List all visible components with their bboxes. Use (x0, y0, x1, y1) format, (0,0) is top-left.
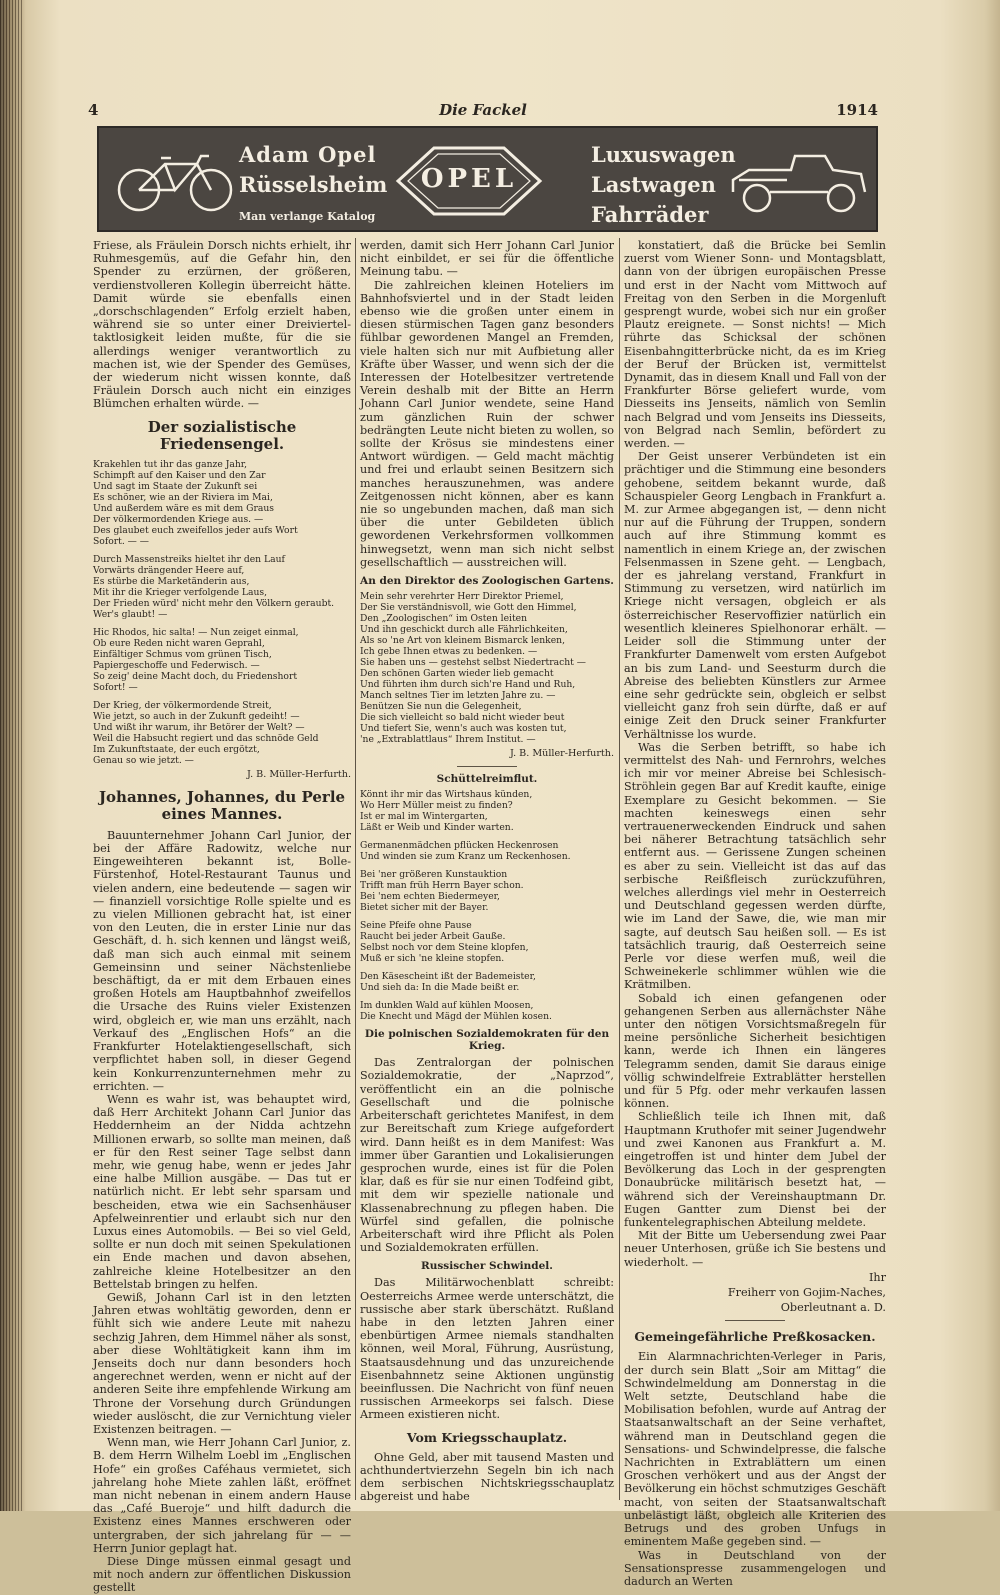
stanza-gap (360, 964, 614, 971)
ad-luxuswagen: Luxuswagen (591, 142, 736, 167)
poem-line: Es stürbe die Marketänderin aus, (93, 575, 250, 587)
column-rule (355, 238, 356, 1500)
poem-line: Sofort! — (93, 681, 138, 693)
poem-line: Und sieh da: In die Made beißt er. (360, 982, 520, 994)
poem-line: Im Zukunftstaate, der euch ergötzt, (93, 743, 260, 755)
stanza-gap (360, 993, 614, 1000)
article-title: Gemeingefährliche Preßkosacken. (634, 1329, 876, 1345)
stanza-gap (93, 620, 351, 627)
paragraph: Freiherr von Gojim-Naches, (727, 1286, 886, 1300)
ad-brand: Adam Opel (239, 142, 377, 167)
poem-line: Der Frieden würd' nicht mehr den Völkern geraubt. (93, 597, 335, 609)
poem-line: Germanenmädchen pflücken Heckenrosen (360, 840, 559, 852)
article-body (624, 1350, 886, 1588)
poem-line: So zeig' deine Macht doch, du Friedenshort (93, 670, 298, 682)
poem-title: Der sozialistische Friedensengel. (147, 417, 297, 453)
poem-line: Der völkermordenden Kriege aus. — (93, 513, 264, 525)
stanza-gap (93, 547, 351, 554)
poem-line: Es schöner, wie an der Riviera im Mai, (93, 491, 273, 503)
paragraph: Das Zentralorgan der polnischen Sozialdemokratie, der „Naprzod“, veröffentlicht ein an die polnische Gesellschaft und die polnische Arbeiterschaft gerichtetes Manifest, in dem zur Bereitschaft zum Kriege aufgefordert wird. Dann heißt es in dem Manifest: Was immer über Garantien und Lokalisierungen gesprochen wurde, eines ist für die Polen klar, daß es für sie nur einen Todfeind gibt, mit dem wir spezielle nationale und Klassenabrechnung zu pflegen haben. Die Würfel sind gefallen, die polnische Arbeiterschaft wird ihre Pflicht als Polen und Sozialdemokraten erfüllen. (360, 1056, 614, 1255)
page-number: 4 (88, 101, 99, 119)
poem-line: Weil die Habsucht regiert und das schnöde Geld (93, 732, 319, 744)
poem-line: Benützen Sie nun die Gelegenheit, (360, 701, 522, 713)
stanza-gap (360, 862, 614, 869)
letter-body (624, 239, 886, 1269)
poem-line: Mit ihr die Krieger verfolgende Laus, (93, 586, 268, 598)
poem-line: Der Sie verständnisvoll, wie Gott den Himmel, (360, 602, 577, 614)
year: 1914 (836, 101, 878, 119)
poem-line: Und winden sie zum Kranz um Reckenhosen. (360, 851, 571, 863)
poem-line: Hic Rhodos, hic salta! — Nun zeiget einmal, (93, 626, 299, 638)
poem-line: Schimpft auf den Kaiser und den Zar (93, 469, 266, 481)
paragraph: Der Geist unserer Verbündeten ist ein prächtiger und die Stimmung eine besonders gehobene, seitdem bekannt wurde, daß Schauspieler Georg Lengbach in Frankfurt a. M. zur Armee abgegangen ist, — denn nicht nur auf die Führung der Truppen, sondern auch auf ihre Stimmung kommt es namentlich in einem Kriege an, der zwischen Felsenmassen in Szene geht. — Lengbach, der es jahrelang verstand, Frankfurt in Stimmung zu versetzen, wird natürlich im Kriege nicht versagen, obgleich er als österreichischer Reservoffizier natürlich ein wesentlich kleineres Spielhonorar erhält. — Leider soll die Stimmung unter der Frankfurter Damenwelt vom ersten Aufgebot an bis zum Land- und Seesturm durch die Abreise des beliebten Künstlers zur Armee eine sehr gedrückte sein, obgleich er selbst vielleicht ganz froh sein dürfte, daß er auf einige Zeit den Druck seiner Frankfurter Verhältnisse los wurde. (624, 450, 886, 741)
poem (360, 789, 614, 1022)
paragraph: Mit der Bitte um Uebersendung zwei Paar neuer Unterhosen, grüße ich Sie bestens und wiederholt. — (624, 1229, 886, 1269)
poem-line: Raucht bei jeder Arbeit Gauße. (360, 931, 506, 943)
poem-line: Wo Herr Müller meist zu finden? (360, 800, 513, 812)
article-title: Vom Kriegsschauplatz. (406, 1429, 568, 1445)
paragraph: Was in Deutschland von der Sensationspresse zusammengelogen und dadurch an Werten (624, 1548, 886, 1588)
paragraph: Schließlich teile ich Ihnen mit, daß Hauptmann Kruthofer mit seiner Jugendwehr und zwei Kanonen aus Frankfurt a. M. eingetroffen ist und hinter dem Jubel der Bevölkerung das Loch in der gesprengten Donaubrücke militärisch besetzt hat, — während sich der Vereinshauptmann Dr. Eugen Gantter zum Dienst bei der funkentelegraphischen Abteilung meldete. (624, 1110, 886, 1230)
poem-line: Vorwärts drängender Heere auf, (93, 564, 245, 576)
article-title: Johannes, Johannes, du Perle eines Mannes. (98, 787, 346, 823)
page-header (88, 101, 878, 121)
poem-title: Schüttelreimflut. (436, 773, 538, 786)
poem-line: Bei 'nem echten Biedermeyer, (360, 891, 500, 903)
poem-line: Trifft man früh Herrn Bayer schon. (360, 880, 524, 892)
poem-line: Seine Pfeife ohne Pause (360, 920, 472, 932)
paragraph: Sobald ich einen gefangenen oder gehangenen Serben aus allernächster Nähe unter den nötigen Vorsichtsmaßregeln für meine persönliche Sicherheit besichtigen kann, werde ich Ihnen ein längeres Telegramm senden, damit Sie daraus einige völlig schwindelfreie Extrablätter herstellen und für 5 Pfg. oder mehr verkaufen lassen können. (624, 991, 886, 1111)
paragraph: Ihr (869, 1270, 886, 1284)
book-binding (0, 0, 22, 1511)
poem-line: Ob eure Reden nicht waren Geprahl, (93, 637, 265, 649)
stanza-gap (93, 693, 351, 700)
paragraph: konstatiert, daß die Brücke bei Semlin zuerst vom Wiener Sonn- und Montagsblatt, dann von der übrigen europäischen Presse und erst in der Nacht vom Mittwoch auf Freitag von den Serben in die Morgenluft gesprengt wurde, wobei sich nur ein großer Plautz ereignete. — Sonst nichts! — Mich rührte das Schicksal der schönen Eisenbahngitterbrücke nicht, da es im Krieg der Beruf der Brücken ist, vermittelst Dynamit, das in diesem Knall und Fall von der Frankfurter Börse geliefert wurde, vom Diesseits ins Jenseits, nämlich von Semlin nach Belgrad und vom Jenseits ins Diesseits, von Belgrad nach Semlin, befördert zu werden. — (624, 239, 886, 451)
poem-line: Ich gebe Ihnen etwas zu bedenken. — (360, 646, 538, 658)
poem-line: Wie jetzt, so auch in der Zukunft gedeiht! — (93, 710, 300, 722)
poem-line: Sofort. — — (93, 535, 149, 547)
poem (360, 591, 614, 745)
column-1 (93, 239, 351, 1595)
paragraph: Wenn es wahr ist, was behauptet wird, daß Herr Architekt Johann Carl Junior das Heddernheim an der Nidda achtzehn Millionen erwarb, so sollte man meinen, daß er für den Rest seiner Tage selbst dann mehr, wie genug habe, wenn er jedes Jahr eine halbe Million ausgäbe. — Das tut er natürlich nicht. Er lebt sehr sparsam und bescheiden, etwa wie ein Sachsenhäuser Apfelweinrentier und erlaubt sich nur den Luxus eines Automobils. — Bei so viel Geld, sollte er nun doch mit seinen Spekulationen ein Ende machen und davon absehen, zahlreiche kleine Hotelbesitzer an den Bettelstab bringen zu helfen. (93, 1092, 351, 1291)
article-title: Russischer Schwindel. (421, 1260, 553, 1273)
poem-line: Als so 'ne Art von kleinem Bismarck lenken, (360, 635, 565, 647)
poem-line: Muß er sich 'ne kleine stopfen. (360, 953, 505, 965)
column-3 (624, 239, 886, 1588)
poem-line: Papiergeschoffe und Federwisch. — (93, 659, 260, 671)
poem (93, 459, 351, 766)
poem-line: Bei 'ner größeren Kunstauktion (360, 869, 508, 881)
poem-line: Selbst noch vor dem Steine klopfen, (360, 942, 529, 954)
poem-line: Und tiefert Sie, wenn's auch was kosten tut, (360, 723, 567, 735)
paragraph: Ein Alarmnachrichten-Verleger in Paris, der durch sein Blatt „Soir am Mittag“ die Schwindelmeldung am Donnerstag in die Welt setzte, Deutschland habe die Mobilisation befohlen, wurde auf Antrag der Staatsanwaltschaft an der Seine verhaftet, während man in Deutschland gegen die Sensations- und Schwindelpresse, die falsche Nachrichten in Extrablättern um einen Groschen verhökert und aus der Angst der Bevölkerung ein höchst schmutziges Geschäft macht, von seiten der Staatsanwaltschaft unbelästigt läßt, obgleich alle Kriterien des Betrugs und des groben Unfugs in eminentem Maße gegeben sind. — (624, 1350, 886, 1549)
paragraph: werden, damit sich Herr Johann Carl Junior nicht einbildet, er sei für die öffentliche Meinung tabu. — (360, 239, 614, 279)
poem-line: Sie haben uns — gestehst selbst Niedertracht — (360, 657, 586, 669)
poem-title: An den Direktor des Zoologischen Gartens. (360, 575, 614, 588)
opel-advertisement (97, 126, 878, 232)
automobile-icon (729, 148, 869, 214)
poem-line: Bietet sicher mit der Bayer. (360, 902, 489, 914)
stanza-gap (360, 833, 614, 840)
poem-line: Krakehlen tut ihr das ganze Jahr, (93, 458, 248, 470)
poem-line: Läßt er Weib und Kinder warten. (360, 822, 514, 834)
divider (457, 766, 517, 767)
paragraph: Was die Serben betrifft, so habe ich vermittelst des Nah- und Fernrohrs, welches ich mir vor meiner Abreise bei Schlesisch-Ströhlein gegen Bar auf Kredit kaufte, einige Exemplare zu Gesicht bekommen. — Sie machten keineswegs einen sehr vertrauenerweckenden Eindruck und sahen bei näherer Betrachtung tatsächlich sehr entfernt aus. — Gerissene Zungen scheinen es aber zu sein. Vielleicht ist das auf das serbische Reißfleisch zurückzuführen, welches allerdings viel mehr in Oesterreich und Deutschland gegessen werden dürfte, wie im Land der Sawe, die, wie man mir sagte, auf deutsch Sau heißen soll. — Es ist tatsächlich traurig, daß Oesterreich seine Perle vor diese werfen muß, weil die Schweinekerle schlimmer wühlen wie die Krätmilben. (624, 740, 886, 992)
poem-line: Den schönen Garten wieder lieb gemacht (360, 668, 554, 680)
poem-line: Des glaubet euch zweifellos jeder aufs Wort (93, 524, 298, 536)
poem-line: Und führten ihm durch sich're Hand und Ruh, (360, 679, 576, 691)
divider (725, 1320, 785, 1321)
poem-line: 'ne „Extrablattlaus“ Ihrem Institut. — (360, 734, 536, 746)
poem-line: Im dunklen Wald auf kühlen Moosen, (360, 1000, 534, 1012)
poem-signature: J. B. Müller-Herfurth. (509, 748, 614, 760)
paragraph: Die zahlreichen kleinen Hoteliers im Bahnhofsviertel und in der Stadt leiden ebenso wie die großen unter einem in diesen stürmischen Tagen ganz besonders fühlbar gewordenen Mangel an Fremden, viele halten sich nur mit Aufbietung aller Kräfte über Wasser, und wenn sich der die Interessen der Hotelbesitzer vertretende Verein deshalb mit der Bitte an Herrn Johann Carl Junior wendete, seine Hand zum gänzlichen Ruin der schwer bedrängten Leute nicht bieten zu wollen, so sollte der Krösus sie mindestens einer Antwort würdigen. — Geld macht mächtig und frei und erlaubt seinen Besitzern sich manches herauszunehmen, was andere Zeitgenossen nicht können, aber es kann nie so ungebunden machen, daß man sich über die unter Gebildeten üblich gewordenen Verkehrsformen vollkommen hinwegsetzt, wenn man sich nicht selbst gesellschaftlich — ausstreichen will. (360, 278, 614, 569)
poem-line: Den „Zoologischen“ im Osten leiten (360, 613, 528, 625)
column-2 (360, 239, 614, 1503)
paragraph: Friese, als Fräulein Dorsch nichts erhielt, ihr Ruhmesgemüs, auf die Gefahr hin, den Spender zu erzürnen, der größeren, verdienstvolleren Kollegin überreicht hätte. Damit würde sie ebenfalls einen „dorschschlagenden“ Erfolg erzielt haben, während sie so unter einer Dreiviertel-taktlosigkeit leiden mußte, für die sie allerdings weniger verantwortlich zu machen ist, wie der Spender des Gemüses, der wiederum nicht wissen konnte, daß Fräulein Dorsch auch nicht ein einziges Blümchen erhalten würde. — (93, 239, 351, 411)
ad-town: Rüsselsheim (239, 172, 388, 197)
poem-line: Und sagt im Staate der Zukunft sei (93, 480, 258, 492)
ad-fahrraeder: Fahrräder (591, 202, 709, 227)
poem-line: Einfältiger Schmus vom grünen Tisch, (93, 648, 272, 660)
article-title: Die polnischen Sozialdemokraten für den Krieg. (364, 1028, 610, 1053)
column-rule (619, 238, 620, 1500)
poem-line: Manch seltnes Tier im letzten Jahre zu. — (360, 690, 556, 702)
poem-line: Die Knecht und Mägd der Mühlen kosen. (360, 1011, 552, 1023)
bicycle-icon (115, 152, 235, 214)
poem-line: Durch Massenstreiks hieltet ihr den Lauf (93, 553, 285, 565)
article-body (93, 829, 351, 1595)
poem-line: Die sich vielleicht so bald nicht wieder beut (360, 712, 565, 724)
ad-lastwagen: Lastwagen (591, 172, 716, 197)
poem-line: Den Käsescheint ißt der Bademeister, (360, 971, 536, 983)
poem-line: Wer's glaubt! — (93, 608, 168, 620)
poem-line: Und außerdem wäre es mit dem Graus (93, 502, 274, 514)
poem-line: Und ihn geschickt durch alle Fährlichkeiten, (360, 624, 568, 636)
masthead-title: Die Fackel (439, 101, 527, 119)
poem-line: Der Krieg, der völkermordende Streit, (93, 699, 272, 711)
poem-line: Ist er mal im Wintergarten, (360, 811, 488, 823)
ad-catalog-note: Man verlange Katalog (239, 210, 376, 223)
poem-line: Genau so wie jetzt. — (93, 754, 194, 766)
paragraph: Gewiß, Johann Carl ist in den letzten Jahren etwas wohltätig geworden, denn er fühlt sich wie andere Leute mit nahezu sechzig Jahren, dem Himmel näher als sonst, aber diese Wohltätigkeit kann ihm im Jenseits doch nur dann besonders hoch angerechnet werden, wenn er nicht auf der anderen Seite ihre empfehlende Wirkung am Throne der Vorsehung durch Gründungen wieder auslöscht, die zur Vernichtung vieler Existenzen beitragen. — (93, 1290, 351, 1436)
paragraph: Wenn man, wie Herr Johann Carl Junior, z. B. dem Herrn Wilhelm Loebl im „Englischen Hofe“ ein großes Caféhaus vermietet, sich jahrelang hohe Miete zahlen läßt, eröffnet man nicht nebenan in einem andern Hause das „Café Bueroje“ und hilft dadurch die Existenz eines Mannes erschweren oder untergraben, der sich jahrelang für — — Herrn Junior geplagt hat. (93, 1436, 351, 1555)
paragraph: Bauunternehmer Johann Carl Junior, der bei der Affäre Radowitz, welche nur Eingeweihteren bekannt ist, Bolle-Fürstenhof, Hotel-Restaurant Taunus und vielen andern, eine bedeutende — sagen wir — finanziell vorsichtige Rolle spielte und es zu vielen Millionen gebracht hat, ist einer von den Leuten, die in erster Linie nur das Geschäft, d. h. sich kennen und längst weiß, daß man sich auch einmal mit seinem Gemeinsinn und seiner Nächstenliebe beschäftigt, da er mit dem Erbauen eines großen Hotels am Hauptbahnhof zweifellos die Ursache des Ruins vieler Existenzen wird, obgleich er, wie man uns erzählt, nach Verkauf des „Englischen Hofs“ an die Frankfurter Hotelaktiengesellschaft, sich verpflichtet haben soll, in dieser Gegend kein Konkurrenzunternehmen mehr zu errichten. — (93, 828, 351, 1093)
paragraph: Oberleutnant a. D. (780, 1301, 886, 1315)
poem-signature: J. B. Müller-Herfurth. (246, 768, 351, 780)
paragraph: Das Militärwochenblatt schreibt: Oesterreichs Armee werde unterschätzt, die russische aber stark überschätzt. Rußland habe in den letzten Jahren einer ebenbürtigen Armee niemals standhalten können, weil Moral, Führung, Ausrüstung, Staatsausdehnung und das unzureichende Eisenbahnnetz seine Aktionen ungünstig beeinflussen. Die Nachricht von fünf neuen russischen Armeekorps sei falsch. Diese Armeen existieren nicht. (360, 1276, 614, 1422)
poem-line: Und wißt ihr warum, ihr Betörer der Welt? — (93, 721, 305, 733)
stanza-gap (360, 913, 614, 920)
paragraph: Diese Dinge müssen einmal gesagt und mit noch andern zur öffentlichen Diskussion gestellt (93, 1555, 351, 1595)
opel-logo: OPEL (420, 164, 518, 194)
paragraph: Ohne Geld, aber mit tausend Masten und achthundertvierzehn Segeln bin ich nach dem serbischen Nichtskriegsschauplatz abgereist und habe (360, 1450, 614, 1504)
poem-line: Könnt ihr mir das Wirtshaus künden, (360, 789, 533, 801)
letter-closing (624, 1271, 886, 1315)
poem-line: Mein sehr verehrter Herr Direktor Priemel, (360, 591, 564, 603)
